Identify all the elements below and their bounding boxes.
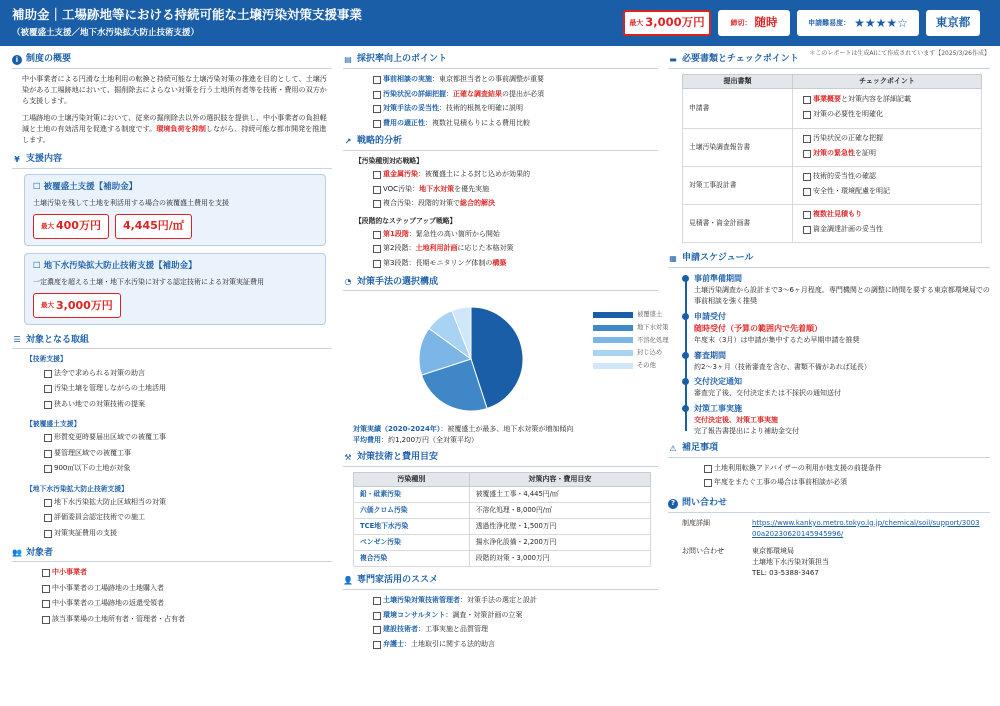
folder-icon: ▬ [669,55,677,64]
chart-line-icon: ↗ [344,137,352,146]
page-title: 補助金｜工場跡地等における持続可能な土壌汚染対策支援事業 [12,7,363,22]
middle-column: ▤ 採択率向上のポイント 事前相談の実施：東京都担当者との事前調整が重要 汚染状況の詳細把握：正確な調査結果の提出が必須 対策手法の妥当性：技術的根拠を明確に説明 費用の適正性：複数社見積もりによる費用比較 ↗ 戦略的分析 【汚染種別対応戦略】 重金属汚染：被覆盛土による封じ込めが効果的 VOC汚染：地下水対策を優先実施 複合汚染：段階的対策で総合的解決 【段階的なステップアップ戦略】 第1段階：緊急性の高い箇所から開始 第2段階：土地利用計画に応じた本格対策 第3段階：長期モニタリング体制の構築 ◔ 対策手法の選択構成 被覆盛土 地下水対策 不溶化処理 封じ込め その他 対策実績（2020-2024年）：被覆盛土が最多、地下水対策が増加傾向 平均費用：約1,200万円（全対策平均） ⚒ 対策技術と費用目安 汚染種別 対策内容・費用目安 鉛・砒素汚染 被覆盛土工事・4,445円/㎡ 六価クロム汚染 不溶化処理・8,000円/㎡ TCE地下水汚染 透過性浄化壁・1,500万円 ベンゼン汚染 揚水浄化設備・2,200万円 複合汚染 段階的対策・3,000万円 👤 専門家活用のススメ 土壌汚染対策技術管理者：対策手法の選定と設計 環境コンサルタント：調査・対策計画の立案 建設技術者：工事実施と品質管理 弁護士：土地取引に関する法的助言 [343,52,658,653]
detail-link[interactable]: https://www.kankyo.metro.tokyo.lg.jp/chemical/soil/support/300300a20230620145945996/ [752,518,980,538]
table-row: 見積書・資金計画書 複数社見積もり 資金調達計画の妥当性 [683,205,982,243]
strategy-heading: ↗ 戦略的分析 [343,134,658,151]
checklist [44,368,332,415]
checklist [373,229,658,273]
pie-chart [416,304,526,414]
legend-label: 地下水対策 [637,323,669,331]
targets-heading: ☰ 対象となる取組 [12,332,332,349]
question-icon: ? [668,499,678,509]
support-card-cover-soil: ☐ 被覆盛土支援【補助金】 土壌汚染を残して土地を利活用する場合の被覆盛土費用を支援 最大 400万円 4,445円/㎡ [24,174,326,246]
list-item: 事前相談の実施：東京都担当者との事前調整が重要 [373,74,658,89]
list-item: 対策手法の妥当性：技術的根拠を明確に説明 [373,103,658,118]
legend-label: その他 [637,362,656,370]
amount-badge: 最大 400万円 [33,214,109,239]
list-item: 費用の適正性：複数社見積もりによる費用比較 [373,118,658,133]
table-row: 申請書 事業概要と対策内容を詳細記載 対策の必要性を明確化 [683,89,982,129]
difficulty-badge: 申請難易度： ★★★★☆ [797,10,919,36]
list-item: 複合汚染：段階的対策で総合的解決 [373,198,658,213]
table-row: 対策工事設計書 技術的妥当性の確認 安全性・環境配慮を明記 [683,167,982,205]
list-item: 法令で求められる対策の助言 [44,368,332,384]
tools-icon: ⚒ [344,453,352,463]
contact-detail-row: 制度詳細 https://www.kankyo.metro.tokyo.lg.jp/chemical/soil/support/300300a20230620145945996/ [682,518,990,540]
legend-item [593,360,673,373]
list-item: 第2段階：土地利用計画に応じた本格対策 [373,243,658,258]
list-item: 年度をまたぐ工事の場合は事前相談が必須 [704,477,990,492]
schedule-step: 事前準備期間 土壌汚染調査から設計まで3〜6ヶ月程度。専門機関との調整に時間を要する東京都環境局での事前相談を強く推奨 [694,274,990,305]
left-column: i 制度の概要 中小事業者による円滑な土地利用の転換と持続可能な土壌汚染対策の推進を目的として、土壌汚染がある工場跡地において、掘削除去によらない対策を行う土地所有者等を技術・費用の双方から支援します。 工場跡地の土壌汚染対策において、従来の掘削除去以外の選択肢を提供し、中小事業者の負担軽減と土地の有効活用を促進する制度です。環境負荷を抑制しながら、持続可能な都市開発を推進します。 ¥ 支援内容 ☐ 被覆盛土支援【補助金】 土壌汚染を残して土地を利活用する場合の被覆盛土費用を支援 最大 400万円 4,445円/㎡ ☐ 地下水汚染拡大防止技術支援【補助金】 一定濃度を超える土壌・地下水汚染に対する認定技術による対策実証費用 最大 3,000万円 ☰ 対象となる取組 【技術支援】 法令で求められる対策の助言 汚染土壌を管理しながらの土地活用 狭あい地での対策技術の提案 【被覆盛土支援】 形質変更時要届出区域での被覆工事 要管理区域での被覆工事 900㎡以下の土地が対象 【地下水汚染拡大防止技術支援】 地下水汚染拡大防止区域相当の対策 評価委員会認定技術での施工 対策実証費用の支援 👥 対象者 中小事業者 中小事業者の工場跡地の土地購入者 中小事業者の工場跡地の返還受領者 該当事業場の土地所有者・管理者・占有者 [12,52,332,629]
legend-swatch [593,350,633,356]
page-subtitle: （被覆盛土支援／地下水汚染拡大防止技術支援） [12,28,200,38]
list-item: 要管理区域での被覆工事 [44,448,332,464]
overview-text-1: 中小事業者による円滑な土地利用の転換と持続可能な土壌汚染対策の推進を目的として、土壌汚染がある工場跡地において、掘削除去によらない対策を行う土地所有者等を技術・費用の双方から支援します。 [22,74,327,105]
contact-heading: ? 問い合わせ [668,496,990,513]
table-row: 鉛・砒素汚染 被覆盛土工事・4,445円/㎡ [354,487,651,503]
yen-icon: ¥ [14,154,20,164]
table-row: TCE地下水汚染 透過性浄化壁・1,500万円 [354,519,651,535]
cost-table: 汚染種別 対策内容・費用目安 鉛・砒素汚染 被覆盛土工事・4,445円/㎡ 六価クロム汚染 不溶化処理・8,000円/㎡ TCE地下水汚染 透過性浄化壁・1,500万円 ベンゼン汚染 揚水浄化設備・2,200万円 複合汚染 段階的対策・3,000万円 [353,472,651,567]
prefecture-badge: 東京都 [926,10,980,36]
checklist [44,432,332,479]
table-row: ベンゼン汚染 揚水浄化設備・2,200万円 [354,535,651,551]
list-item: 環境コンサルタント：調査・対策計画の立案 [373,610,658,625]
list-item: 第3段階：長期モニタリング体制の構築 [373,258,658,273]
checklist [373,595,658,653]
schedule-step: 申請受付 随時受付（予算の範囲内で先着順） 年度末（3月）は申請が集中するため早期申請を推奨 [694,311,990,346]
list-item: 狭あい地での対策技術の提案 [44,399,332,415]
difficulty-stars: ★★★★☆ [854,16,908,30]
list-item: 建設技術者：工事実施と品質管理 [373,624,658,639]
chart-heading: ◔ 対策手法の選択構成 [343,274,658,291]
user-tie-icon: 👤 [343,576,353,586]
legend-item [593,347,673,360]
schedule-step: 審査期間 約2〜3ヶ月（技術審査を含む、書類不備があれば延長） [694,350,990,373]
checklist [44,497,332,544]
warning-icon: ⚠ [669,443,677,453]
schedule-timeline [682,273,990,437]
legend-item [593,308,673,321]
list-item: 土壌汚染対策技術管理者：対策手法の選定と設計 [373,595,658,610]
list-item: 汚染土壌を管理しながらの土地活用 [44,383,332,399]
list-item: 第1段階：緊急性の高い箇所から開始 [373,229,658,244]
legend-label: 被覆盛土 [637,311,663,319]
checklist [42,567,332,629]
list-item: 対策実証費用の支援 [44,528,332,544]
legend-item [593,321,673,334]
cost-heading: ⚒ 対策技術と費用目安 [343,450,658,467]
max-amount-badge: 最大 3,000万円 [623,10,711,36]
overview-text-2: 工場跡地の土壌汚染対策において、従来の掘削除去以外の選択肢を提供し、中小事業者の負担軽減と土地の有効活用を促進する制度です。環境負荷を抑制しながら、持続可能な都市開発を推進します。 [22,112,327,144]
list-item: 地下水汚染拡大防止区域相当の対策 [44,497,332,513]
list-item: 弁護士：土地取引に関する法的助言 [373,639,658,654]
chart-footnote: 対策実績（2020-2024年）：被覆盛土が最多、地下水対策が増加傾向 平均費用：約1,200万円（全対策平均） [353,425,574,445]
eligible-heading: 👥 対象者 [12,545,332,562]
ai-generated-note: ＊このレポートは生成AIにて作成されています【2025/3/26作成】 [809,50,990,57]
list-item: 900㎡以下の土地が対象 [44,463,332,479]
contact-row: お問い合わせ 東京都環境局 土壌地下水汚染対策担当 TEL: 03-5388-3467 [682,546,990,580]
supplement-heading: ⚠ 補足事項 [668,441,990,458]
unit-price-badge: 4,445円/㎡ [115,214,192,239]
points-heading: ▤ 採択率向上のポイント [343,52,658,69]
list-item: 中小事業者 [42,567,332,583]
checklist [704,463,990,492]
legend-swatch [593,325,633,331]
right-column [668,52,990,580]
list-item: 重金属汚染：被覆盛土による封じ込めが効果的 [373,169,658,184]
pie-chart-icon: ◔ [344,277,352,287]
phone-number: TEL: 03-5388-3467 [752,569,819,578]
support-card-groundwater: ☐ 地下水汚染拡大防止技術支援【補助金】 一定濃度を超える土壌・地下水汚染に対する認定技術による対策実証費用 最大 3,000万円 [24,253,326,325]
experts-heading: 👤 専門家活用のススメ [343,573,658,590]
docs-heading: ▬ 必要書類とチェックポイント [668,52,990,69]
clipboard-icon: ▤ [344,55,352,64]
checklist [373,74,658,132]
overview-heading: i 制度の概要 [12,52,332,69]
table-row: 六価クロム汚染 不溶化処理・8,000円/㎡ [354,503,651,519]
schedule-step: 交付決定通知 審査完了後、交付決定または不採択の通知送付 [694,376,990,399]
schedule-step: 対策工事実施 交付決定後、対策工事実施 完了報告書提出により補助金交付 [694,403,990,436]
list-item: 汚染状況の詳細把握：正確な調査結果の提出が必須 [373,89,658,104]
list-item: 中小事業者の工場跡地の土地購入者 [42,583,332,599]
list-item: 評価委員会認定技術での施工 [44,512,332,528]
legend-item [593,334,673,347]
legend-swatch [593,312,633,318]
list-item: 該当事業場の土地所有者・管理者・占有者 [42,614,332,630]
schedule-heading: ▦ 申請スケジュール [668,251,990,268]
legend-swatch [593,337,633,343]
docs-table: 提出書類 チェックポイント 申請書 事業概要と対策内容を詳細記載 対策の必要性を明確化 土壌汚染調査報告書 汚染状況の正確な把握 対策の緊急性を証明 対策工事設計書 技術的妥当性の確認 安全性・環境配慮を明記 見積書・資金計画書 複数社見積もり 資金調達計画の妥当性 [682,74,982,243]
legend-label: 封じ込め [637,349,663,357]
table-row: 土壌汚染調査報告書 汚染状況の正確な把握 対策の緊急性を証明 [683,129,982,167]
list-item: 形質変更時要届出区域での被覆工事 [44,432,332,448]
list-icon: ☰ [13,335,21,345]
calendar-icon: ▦ [669,254,677,263]
deadline-badge: 締切： 随時 [718,10,790,36]
list-item: VOC汚染：地下水対策を優先実施 [373,184,658,199]
amount-badge: 最大 3,000万円 [33,293,121,318]
checklist [373,169,658,213]
legend-label: 不溶化処理 [637,336,669,344]
support-heading: ¥ 支援内容 [12,152,332,169]
info-icon: i [12,55,22,65]
users-icon: 👥 [12,548,22,558]
pie-chart-area [343,296,669,424]
chart-legend [593,308,673,372]
list-item: 中小事業者の工場跡地の返還受領者 [42,598,332,614]
page-header [0,0,1000,46]
list-item: 土地利用転換アドバイザーの利用が他支援の前提条件 [704,463,990,478]
legend-swatch [593,363,633,369]
table-row: 複合汚染 段階的対策・3,000万円 [354,551,651,567]
